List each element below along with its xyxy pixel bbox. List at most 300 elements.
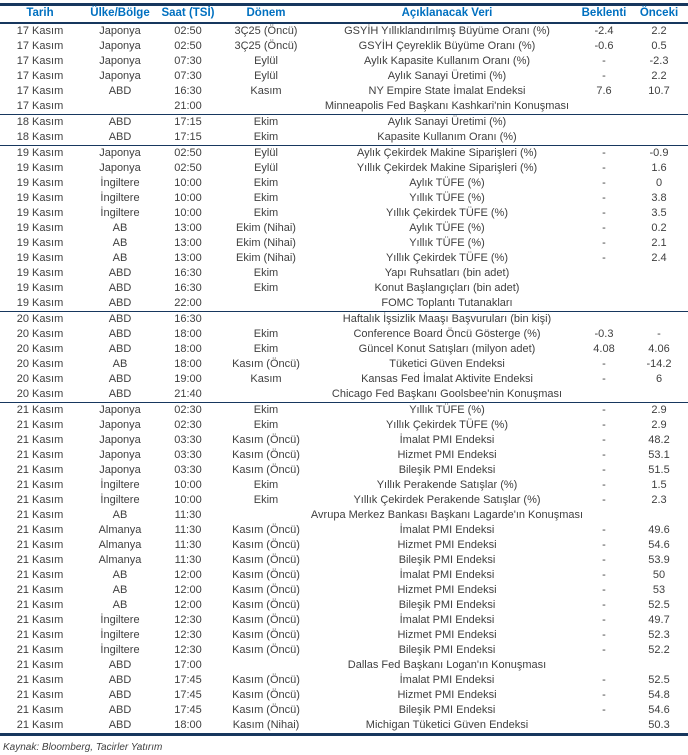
event-cell: Yıllık Çekirdek TÜFE (%) (385, 251, 509, 264)
previous-cell: 49.6 (648, 523, 670, 536)
date-cell: 21 Kasım (16, 628, 64, 641)
period-cell: Eylül (254, 69, 278, 82)
time-cell: 10:00 (174, 191, 202, 204)
event-cell: Aylık TÜFE (%) (409, 221, 485, 234)
date-cell: 20 Kasım (16, 372, 64, 385)
table-row (0, 387, 688, 403)
time-cell: 16:30 (160, 311, 216, 327)
period-cell (216, 296, 316, 312)
time-cell: 12:30 (174, 613, 202, 626)
table-row (0, 161, 688, 176)
expectation-cell: - (602, 478, 606, 491)
date-cell: 17 Kasım (16, 69, 64, 82)
expectation-cell (578, 311, 630, 327)
table-row (0, 433, 688, 448)
event-cell: Bileşik PMI Endeksi (398, 643, 496, 656)
previous-cell: 2.1 (651, 236, 667, 249)
date-cell: 17 Kasım (16, 39, 64, 52)
period-cell: Ekim (253, 191, 279, 204)
previous-cell (630, 130, 688, 146)
date-cell: 21 Kasım (16, 463, 64, 476)
country-cell: Japonya (99, 448, 141, 461)
table-row (0, 191, 688, 206)
table-row (0, 583, 688, 598)
country-cell: ABD (108, 688, 132, 701)
time-cell: 12:00 (174, 598, 202, 611)
country-cell: ABD (108, 658, 132, 671)
period-cell: Kasım (Nihai) (232, 718, 300, 731)
country-cell: İngiltere (100, 628, 140, 641)
expectation-cell: - (602, 538, 606, 551)
expectation-cell: - (602, 54, 606, 67)
col-header-date: Tarih (0, 5, 80, 23)
date-cell: 21 Kasım (16, 598, 64, 611)
country-cell: İngiltere (100, 613, 140, 626)
country-cell: AB (112, 357, 128, 370)
previous-cell: 1.6 (651, 161, 667, 174)
event-cell: İmalat PMI Endeksi (399, 673, 495, 686)
previous-cell: 54.6 (648, 703, 670, 716)
country-cell: Japonya (99, 463, 141, 476)
date-cell: 19 Kasım (16, 221, 64, 234)
previous-cell (630, 508, 688, 523)
period-cell: Ekim (253, 176, 279, 189)
event-cell: İmalat PMI Endeksi (399, 568, 495, 581)
time-cell: 10:00 (174, 478, 202, 491)
country-cell: ABD (108, 718, 132, 731)
country-cell: ABD (80, 114, 160, 130)
col-header-event: Açıklanacak Veri (316, 5, 578, 23)
expectation-cell (578, 508, 630, 523)
event-cell: Yıllık Çekirdek Perakende Satışlar (%) (353, 493, 541, 506)
event-cell: FOMC Toplantı Tutanakları (381, 296, 513, 309)
table-row (0, 39, 688, 54)
table-row (0, 688, 688, 703)
period-cell: Kasım (Öncü) (232, 538, 300, 551)
country-cell: ABD (108, 372, 132, 385)
previous-cell (630, 114, 688, 130)
event-cell: NY Empire State İmalat Endeksi (368, 84, 526, 97)
table-row (0, 206, 688, 221)
expectation-cell (578, 130, 630, 146)
time-cell: 11:30 (174, 553, 202, 566)
previous-cell: 52.2 (648, 643, 670, 656)
time-cell: 16:30 (174, 266, 202, 279)
event-cell: Minneapolis Fed Başkanı Kashkari'nin Konuşması (324, 99, 570, 112)
date-cell: 21 Kasım (16, 718, 64, 731)
table-row (0, 703, 688, 718)
period-cell: Ekim (253, 478, 279, 491)
table-row (0, 99, 688, 115)
date-cell: 21 Kasım (16, 688, 64, 701)
date-cell: 21 Kasım (16, 583, 64, 596)
previous-cell: 2.9 (651, 418, 667, 431)
previous-cell: 48.2 (648, 433, 670, 446)
previous-cell: 53.9 (648, 553, 670, 566)
period-cell: Ekim (253, 206, 279, 219)
event-cell: Hizmet PMI Endeksi (397, 448, 497, 461)
previous-cell (630, 266, 688, 281)
event-cell: Kapasite Kullanım Oranı (%) (377, 130, 517, 143)
event-cell: Bileşik PMI Endeksi (398, 553, 496, 566)
country-cell: Almanya (98, 538, 142, 551)
table-row (0, 84, 688, 99)
col-header-country: Ülke/Bölge (80, 5, 160, 23)
expectation-cell: - (602, 568, 606, 581)
country-cell: ABD (108, 387, 132, 400)
event-cell: Dallas Fed Başkanı Logan'ın Konuşması (347, 658, 547, 671)
country-cell: İngiltere (100, 493, 140, 506)
period-cell: Ekim (216, 114, 316, 130)
country-cell: Japonya (80, 145, 160, 161)
event-cell: Yıllık TÜFE (%) (409, 236, 485, 249)
expectation-cell (578, 296, 630, 312)
country-cell (80, 99, 160, 115)
event-cell: Yıllık Çekirdek TÜFE (%) (385, 206, 509, 219)
expectation-cell: - (602, 553, 606, 566)
period-cell: Ekim (253, 130, 279, 143)
expectation-cell (578, 281, 630, 296)
period-cell: Kasım (Öncü) (232, 673, 300, 686)
expectation-cell: - (602, 643, 606, 656)
date-cell: 18 Kasım (16, 130, 64, 143)
expectation-cell: - (602, 418, 606, 431)
event-cell: Konut Başlangıçları (bin adet) (374, 281, 520, 294)
period-cell (216, 311, 316, 327)
table-row (0, 493, 688, 508)
date-cell: 21 Kasım (16, 448, 64, 461)
previous-cell: 52.3 (648, 628, 670, 641)
date-cell: 21 Kasım (16, 568, 64, 581)
country-cell: ABD (108, 281, 132, 294)
previous-cell: 53.1 (648, 448, 670, 461)
date-cell: 21 Kasım (16, 418, 64, 431)
date-cell: 20 Kasım (16, 342, 64, 355)
previous-cell: 0 (655, 176, 663, 189)
expectation-cell: - (602, 628, 606, 641)
event-cell: Hizmet PMI Endeksi (397, 688, 497, 701)
table-row (0, 236, 688, 251)
table-row (0, 508, 688, 523)
date-cell: 19 Kasım (16, 206, 64, 219)
table-row (0, 463, 688, 478)
expectation-cell: - (602, 357, 606, 370)
country-cell: Japonya (99, 161, 141, 174)
period-cell: Ekim (Nihai) (236, 221, 296, 234)
date-cell: 20 Kasım (16, 327, 64, 340)
country-cell: ABD (108, 342, 132, 355)
previous-cell: 0.5 (651, 39, 667, 52)
time-cell: 11:30 (174, 523, 202, 536)
event-cell: İmalat PMI Endeksi (399, 613, 495, 626)
previous-cell: 2.9 (630, 402, 688, 418)
table-row (0, 221, 688, 236)
col-header-period: Dönem (216, 5, 316, 23)
table-row (0, 643, 688, 658)
date-cell: 19 Kasım (16, 236, 64, 249)
country-cell: Japonya (99, 69, 141, 82)
event-cell: Yıllık Perakende Satışlar (%) (376, 478, 518, 491)
table-row (0, 114, 688, 130)
country-cell: Japonya (80, 402, 160, 418)
country-cell: İngiltere (100, 191, 140, 204)
date-cell: 21 Kasım (16, 538, 64, 551)
period-cell: Kasım (Öncü) (232, 598, 300, 611)
expectation-cell: - (602, 176, 606, 189)
expectation-cell: - (578, 145, 630, 161)
time-cell: 16:30 (174, 281, 202, 294)
time-cell: 17:00 (174, 658, 202, 671)
expectation-cell: - (602, 448, 606, 461)
table-row (0, 478, 688, 493)
event-cell: Conference Board Öncü Gösterge (%) (353, 327, 541, 340)
country-cell: Japonya (99, 433, 141, 446)
period-cell: Ekim (Nihai) (236, 236, 296, 249)
date-cell: 19 Kasım (16, 281, 64, 294)
period-cell: 3Ç25 (Öncü) (234, 24, 298, 37)
period-cell: Kasım (Öncü) (232, 643, 300, 656)
date-cell: 19 Kasım (16, 161, 64, 174)
date-cell: 19 Kasım (16, 191, 64, 204)
table-row (0, 598, 688, 613)
time-cell: 10:00 (174, 493, 202, 506)
previous-cell: 53 (652, 583, 666, 596)
expectation-cell: - (602, 463, 606, 476)
period-cell (216, 99, 316, 115)
country-cell: İngiltere (100, 206, 140, 219)
country-cell: ABD (108, 673, 132, 686)
date-cell: 21 Kasım (16, 658, 64, 671)
expectation-cell (578, 658, 630, 673)
expectation-cell: 7.6 (596, 84, 612, 97)
expectation-cell: - (602, 673, 606, 686)
previous-cell (630, 281, 688, 296)
period-cell: Kasım (Öncü) (232, 613, 300, 626)
date-cell: 17 Kasım (16, 84, 64, 97)
previous-cell: 52.5 (648, 598, 670, 611)
date-cell: 20 Kasım (16, 387, 64, 400)
event-cell: Hizmet PMI Endeksi (397, 628, 497, 641)
time-cell: 07:30 (174, 54, 202, 67)
previous-cell: 2.3 (651, 493, 667, 506)
period-cell: Eylül (254, 54, 278, 67)
period-cell: Eylül (216, 145, 316, 161)
table-row (0, 23, 688, 39)
country-cell: Japonya (99, 54, 141, 67)
country-cell: AB (112, 598, 128, 611)
previous-cell: 51.5 (648, 463, 670, 476)
expectation-cell: - (602, 236, 606, 249)
country-cell: AB (112, 568, 128, 581)
event-cell: Yıllık TÜFE (%) (316, 402, 578, 418)
event-cell: Yıllık TÜFE (%) (409, 191, 485, 204)
event-cell: Chicago Fed Başkanı Goolsbee'nin Konuşması (331, 387, 563, 400)
expectation-cell: - (602, 221, 606, 234)
period-cell: Ekim (253, 281, 279, 294)
previous-cell: -2.3 (649, 54, 669, 67)
previous-cell: 50 (652, 568, 666, 581)
time-cell: 19:00 (174, 372, 202, 385)
expectation-cell (578, 114, 630, 130)
table-row (0, 145, 688, 161)
event-cell: Avrupa Merkez Bankası Başkanı Lagarde'ın Konuşması (310, 508, 584, 521)
time-cell: 12:30 (174, 643, 202, 656)
date-cell: 21 Kasım (16, 493, 64, 506)
expectation-cell: - (602, 583, 606, 596)
table-row (0, 402, 688, 418)
previous-cell: 3.8 (651, 191, 667, 204)
time-cell: 10:00 (174, 176, 202, 189)
event-cell: Tüketici Güven Endeksi (389, 357, 505, 370)
event-cell: İmalat PMI Endeksi (399, 523, 495, 536)
date-cell: 18 Kasım (0, 114, 80, 130)
period-cell: Kasım (Öncü) (232, 703, 300, 716)
time-cell: 17:15 (174, 130, 202, 143)
table-row (0, 281, 688, 296)
previous-cell: 49.7 (648, 613, 670, 626)
previous-cell: - (657, 327, 661, 340)
expectation-cell: - (602, 598, 606, 611)
event-cell: Bileşik PMI Endeksi (398, 463, 496, 476)
expectation-cell: - (602, 251, 606, 264)
date-cell: 21 Kasım (16, 703, 64, 716)
country-cell: ABD (108, 296, 132, 309)
expectation-cell: -2.4 (594, 24, 614, 37)
expectation-cell: - (602, 703, 606, 716)
table-row (0, 658, 688, 673)
country-cell: İngiltere (100, 176, 140, 189)
expectation-cell (578, 99, 630, 115)
country-cell: AB (112, 221, 128, 234)
table-row (0, 266, 688, 281)
table-row (0, 342, 688, 357)
col-header-expectation: Beklenti (578, 5, 630, 23)
country-cell: Japonya (99, 39, 141, 52)
date-cell: 21 Kasım (16, 478, 64, 491)
table-row (0, 311, 688, 327)
date-cell: 17 Kasım (16, 99, 64, 112)
time-cell: 02:50 (160, 145, 216, 161)
time-cell: 17:45 (174, 688, 202, 701)
period-cell: Kasım (Öncü) (232, 628, 300, 641)
col-header-previous: Önceki (630, 5, 688, 23)
time-cell: 03:30 (174, 448, 202, 461)
expectation-cell: - (602, 613, 606, 626)
previous-cell: 10.7 (648, 84, 670, 97)
expectation-cell: - (578, 402, 630, 418)
previous-cell: 2.2 (651, 24, 667, 37)
expectation-cell: - (602, 523, 606, 536)
time-cell: 17:45 (174, 703, 202, 716)
previous-cell: -0.9 (630, 145, 688, 161)
time-cell: 13:00 (174, 236, 202, 249)
table-row (0, 568, 688, 583)
table-row (0, 448, 688, 463)
source-note: Kaynak: Bloomberg, Tacirler Yatırım (3, 741, 163, 753)
date-cell: 21 Kasım (16, 613, 64, 626)
time-cell: 18:00 (174, 718, 202, 731)
col-header-time: Saat (TSİ) (160, 5, 216, 23)
expectation-cell (578, 266, 630, 281)
previous-cell: 54.8 (648, 688, 670, 701)
date-cell: 21 Kasım (0, 402, 80, 418)
event-cell: Yıllık Çekirdek Makine Siparişleri (%) (356, 161, 538, 174)
previous-cell (630, 311, 688, 327)
economic-calendar-table (0, 3, 688, 736)
period-cell: Ekim (253, 418, 279, 431)
country-cell: Almanya (98, 523, 142, 536)
expectation-cell: -0.3 (594, 327, 614, 340)
time-cell: 17:15 (160, 114, 216, 130)
expectation-cell: - (602, 688, 606, 701)
period-cell: Kasım (250, 84, 282, 97)
period-cell (216, 387, 316, 403)
previous-cell: 3.5 (651, 206, 667, 219)
expectation-cell: - (602, 493, 606, 506)
period-cell: Ekim (253, 327, 279, 340)
time-cell: 02:50 (174, 24, 202, 37)
event-cell: Hizmet PMI Endeksi (397, 538, 497, 551)
period-cell: Kasım (Öncü) (232, 568, 300, 581)
time-cell: 21:40 (174, 387, 202, 400)
date-cell: 19 Kasım (0, 145, 80, 161)
country-cell: İngiltere (100, 643, 140, 656)
date-cell: 17 Kasım (16, 24, 64, 37)
time-cell: 02:50 (174, 39, 202, 52)
period-cell: Kasım (Öncü) (232, 523, 300, 536)
period-cell: Kasım (Öncü) (232, 433, 300, 446)
time-cell: 02:30 (174, 418, 202, 431)
previous-cell: 50.3 (648, 718, 670, 731)
table-row (0, 327, 688, 342)
expectation-cell: - (602, 206, 606, 219)
date-cell: 19 Kasım (16, 296, 64, 309)
table-row (0, 69, 688, 84)
event-cell: GSYİH Çeyreklik Büyüme Oranı (%) (358, 39, 536, 52)
table-row (0, 357, 688, 372)
date-cell: 21 Kasım (16, 523, 64, 536)
previous-cell: 54.6 (648, 538, 670, 551)
period-cell: Kasım (Öncü) (232, 448, 300, 461)
time-cell: 12:00 (174, 583, 202, 596)
table-row (0, 628, 688, 643)
country-cell: AB (112, 251, 128, 264)
date-cell: 19 Kasım (16, 251, 64, 264)
event-cell: Michigan Tüketici Güven Endeksi (365, 718, 529, 731)
previous-cell: 2.2 (651, 69, 667, 82)
table-row (0, 523, 688, 538)
event-cell: Haftalık İşsizlik Maaşı Başvuruları (bin kişi) (316, 311, 578, 327)
table-row (0, 251, 688, 266)
previous-cell: 1.5 (651, 478, 667, 491)
expectation-cell: - (602, 191, 606, 204)
table-row (0, 673, 688, 688)
country-cell: Japonya (99, 418, 141, 431)
period-cell: Eylül (254, 161, 278, 174)
period-cell: Ekim (253, 342, 279, 355)
country-cell: ABD (108, 130, 132, 143)
event-cell: Yıllık Çekirdek TÜFE (%) (385, 418, 509, 431)
period-cell: Kasım (Öncü) (232, 463, 300, 476)
period-cell: Ekim (216, 402, 316, 418)
time-cell: 11:30 (174, 508, 202, 521)
country-cell: AB (112, 508, 128, 521)
event-cell: GSYİH Yıllıklandırılmış Büyüme Oranı (%) (344, 24, 550, 37)
country-cell: ABD (108, 84, 132, 97)
period-cell: Ekim (253, 493, 279, 506)
event-cell: Aylık Kapasite Kullanım Oranı (%) (363, 54, 531, 67)
expectation-cell: - (602, 433, 606, 446)
